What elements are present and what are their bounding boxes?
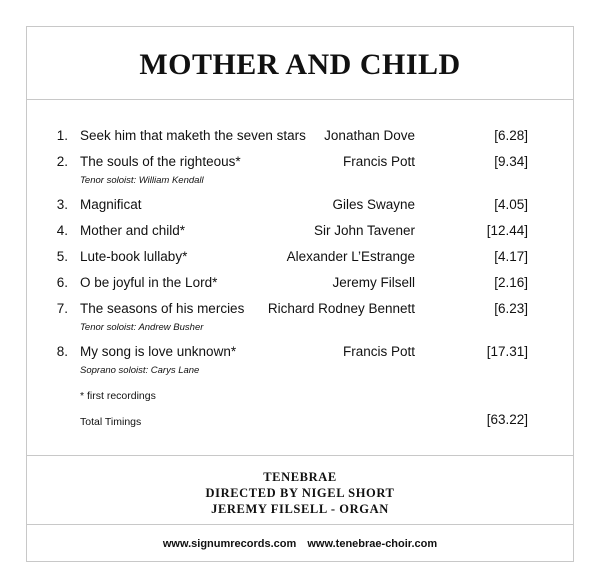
track-row [0,153,600,171]
track-title: My song is love unknown* [80,344,237,359]
title-divider [26,99,574,100]
track-title: The souls of the righteous* [80,154,241,169]
track-row [0,300,600,318]
track-timing: [4.17] [494,249,528,264]
album-title: MOTHER AND CHILD [139,48,461,81]
track-row [0,343,600,361]
track-composer: Giles Swayne [332,197,415,212]
track-row [0,127,600,145]
track-number: 8. [56,344,68,359]
tenebrae-website-link[interactable]: www.tenebrae-choir.com [307,538,438,550]
track-timing: [4.05] [494,197,528,212]
track-title: Lute-book lullaby* [80,249,188,264]
track-composer: Richard Rodney Bennett [267,301,415,316]
choir-name: TENEBRAE [263,470,337,484]
track-number: 3. [56,197,68,212]
track-number: 5. [56,249,68,264]
track-title: The seasons of his mercies [80,301,245,316]
director-credit: DIRECTED BY NIGEL SHORT [205,486,395,500]
track-composer: Francis Pott [342,344,415,359]
track-timing: [9.34] [494,154,528,169]
track-timing: [17.31] [486,344,528,359]
organist-credit: JEREMY FILSELL - ORGAN [211,502,389,516]
track-title: Magnificat [80,197,142,212]
track-composer: Jonathan Dove [324,128,415,143]
footer-divider [26,524,574,525]
track-title: O be joyful in the Lord* [80,275,218,290]
track-composer: Jeremy Filsell [332,275,415,290]
track-composer: Alexander L’Estrange [286,249,415,264]
track-timing: [6.23] [494,301,528,316]
track-title: Mother and child* [80,223,186,238]
total-timing: [63.22] [486,412,528,427]
track-row [0,274,600,292]
track-composer: Francis Pott [342,154,415,169]
track-number: 1. [56,128,68,143]
signum-website-link[interactable]: www.signumrecords.com [162,538,297,550]
credits-divider [26,455,574,456]
track-composer: Sir John Tavener [313,223,415,238]
track-timing: [6.28] [494,128,528,143]
total-label: Total Timings [80,416,142,428]
track-soloist: Soprano soloist: Carys Lane [80,365,200,376]
website-links [0,538,600,550]
track-number: 2. [56,154,68,169]
track-number: 7. [56,301,68,316]
track-title: Seek him that maketh the seven stars [80,128,306,143]
track-row [0,248,600,266]
track-soloist: Tenor soloist: Andrew Busher [80,322,204,333]
footnote: * first recordings [80,390,156,402]
track-row [0,222,600,240]
track-soloist: Tenor soloist: William Kendall [80,175,204,186]
track-timing: [2.16] [494,275,528,290]
track-number: 6. [56,275,68,290]
track-number: 4. [56,223,68,238]
track-timing: [12.44] [486,223,528,238]
track-row [0,196,600,214]
